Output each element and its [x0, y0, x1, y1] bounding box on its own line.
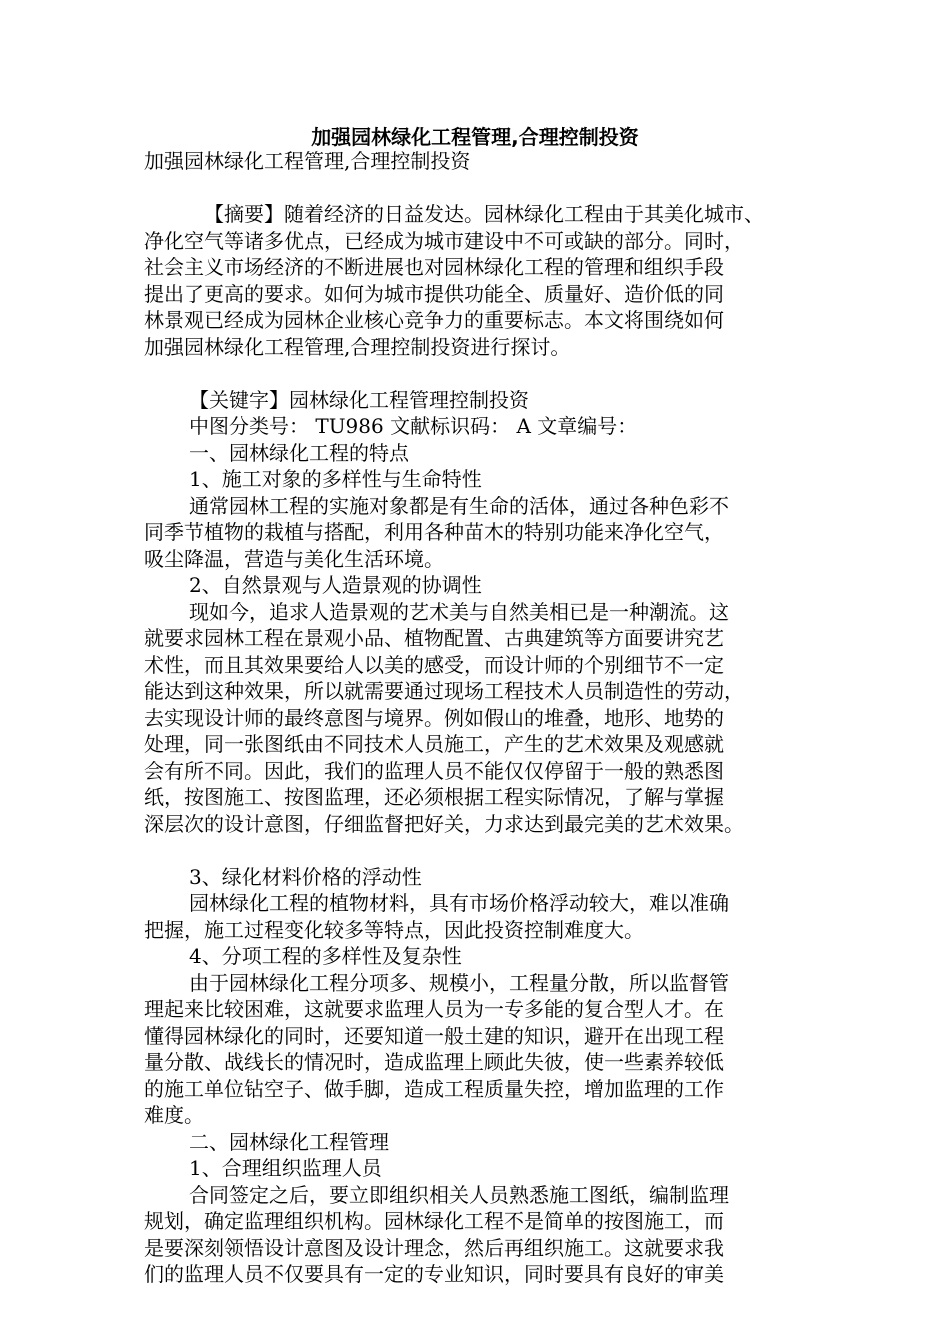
paragraph-line: 就要求园林工程在景观小品、植物配置、古典建筑等方面要讲究艺: [144, 626, 724, 650]
abstract-line: 【摘要】随着经济的日益发达。园林绿化工程由于其美化城市、: [204, 202, 764, 226]
blank-line: [144, 175, 806, 202]
paragraph-line: 纸，按图施工、按图监理，还必须根据工程实际情况，了解与掌握: [144, 785, 724, 809]
subsection-heading: 3、绿化材料价格的浮动性: [189, 864, 422, 889]
paragraph-line: 现如今，追求人造景观的艺术美与自然美相已是一种潮流。这: [189, 599, 729, 624]
subsection-heading: 4、分项工程的多样性及复杂性: [189, 944, 462, 968]
paragraph-line: 们的监理人员不仅要具有一定的专业知识，同时要具有良好的审美: [144, 1262, 724, 1286]
blank-line: [144, 360, 806, 387]
paragraph-line: 园林绿化工程的植物材料，具有市场价格浮动较大，难以准确: [189, 891, 729, 915]
section-heading: 一、园林绿化工程的特点: [189, 440, 409, 465]
classification-line: 中图分类号： TU986 文献标识码： A 文章编号：: [189, 414, 638, 438]
abstract-line: 净化空气等诸多优点，已经成为城市建设中不可或缺的部分。同时，: [144, 228, 744, 253]
blank-line: [144, 837, 806, 864]
abstract-line: 林景观已经成为园林企业核心竞争力的重要标志。本文将围绕如何: [144, 308, 724, 332]
paragraph-line: 难度。: [144, 1103, 204, 1127]
abstract-paragraph: [144, 201, 806, 360]
paragraph-line: 吸尘降温，营造与美化生活环境。: [144, 546, 444, 571]
document-body: [144, 148, 806, 1288]
paragraph-line: 通常园林工程的实施对象都是有生命的活体，通过各种色彩不: [189, 493, 729, 518]
paragraph-line: 规划，确定监理组织机构。园林绿化工程不是简单的按图施工，而: [144, 1209, 724, 1233]
document-title: 加强园林绿化工程管理,合理控制投资: [311, 125, 639, 149]
paragraph-line: 是要深刻领悟设计意图及设计理念，然后再组织施工。这就要求我: [144, 1235, 724, 1260]
paragraph-line: 去实现设计师的最终意图与境界。例如假山的堆叠，地形、地势的: [144, 705, 724, 730]
subsection-heading: 2、自然景观与人造景观的协调性: [189, 573, 482, 597]
paragraph-line: 理起来比较困难，这就要求监理人员为一专多能的复合型人才。在: [144, 997, 724, 1021]
paragraph-line: 合同签定之后，要立即组织相关人员熟悉施工图纸，编制监理: [189, 1182, 729, 1207]
abstract-line: 提出了更高的要求。如何为城市提供功能全、质量好、造价低的同: [144, 281, 724, 306]
paragraph-line: 能达到这种效果，所以就需要通过现场工程技术人员制造性的劳动，: [144, 679, 744, 703]
paragraph-line: 量分散、战线长的情况时，造成监理上顾此失彼，使一些素养较低: [144, 1050, 724, 1074]
paragraph-line: 深层次的设计意图，仔细监督把好关，力求达到最完美的艺术效果。: [144, 811, 744, 836]
subsection-heading: 1、合理组织监理人员: [189, 1156, 382, 1180]
paragraph-line: 处理，同一张图纸由不同技术人员施工，产生的艺术效果及观感就: [144, 732, 724, 756]
paragraph-line: 会有所不同。因此，我们的监理人员不能仅仅停留于一般的熟悉图: [144, 758, 724, 783]
keywords-line: 【关键字】园林绿化工程管理控制投资: [189, 387, 529, 412]
document-subtitle: 加强园林绿化工程管理,合理控制投资: [144, 149, 471, 173]
paragraph-line: 的施工单位钻空子、做手脚，造成工程质量失控，增加监理的工作: [144, 1076, 724, 1101]
paragraph-line: 把握，施工过程变化较多等特点，因此投资控制难度大。: [144, 917, 644, 942]
paragraph-line: 术性，而且其效果要给人以美的感受，而设计师的个别细节不一定: [144, 652, 724, 677]
section-heading: 二、园林绿化工程管理: [189, 1129, 389, 1154]
abstract-line: 加强园林绿化工程管理,合理控制投资进行探讨。: [144, 334, 571, 359]
abstract-line: 社会主义市场经济的不断进展也对园林绿化工程的管理和组织手段: [144, 255, 724, 279]
paragraph-line: 同季节植物的栽植与搭配，利用各种苗木的特别功能来净化空气，: [144, 520, 724, 544]
paragraph-line: 由于园林绿化工程分项多、规模小，工程量分散，所以监督管: [189, 970, 729, 995]
subsection-heading: 1、施工对象的多样性与生命特性: [189, 467, 482, 491]
paragraph-line: 懂得园林绿化的同时，还要知道一般土建的知识，避开在出现工程: [144, 1023, 724, 1048]
